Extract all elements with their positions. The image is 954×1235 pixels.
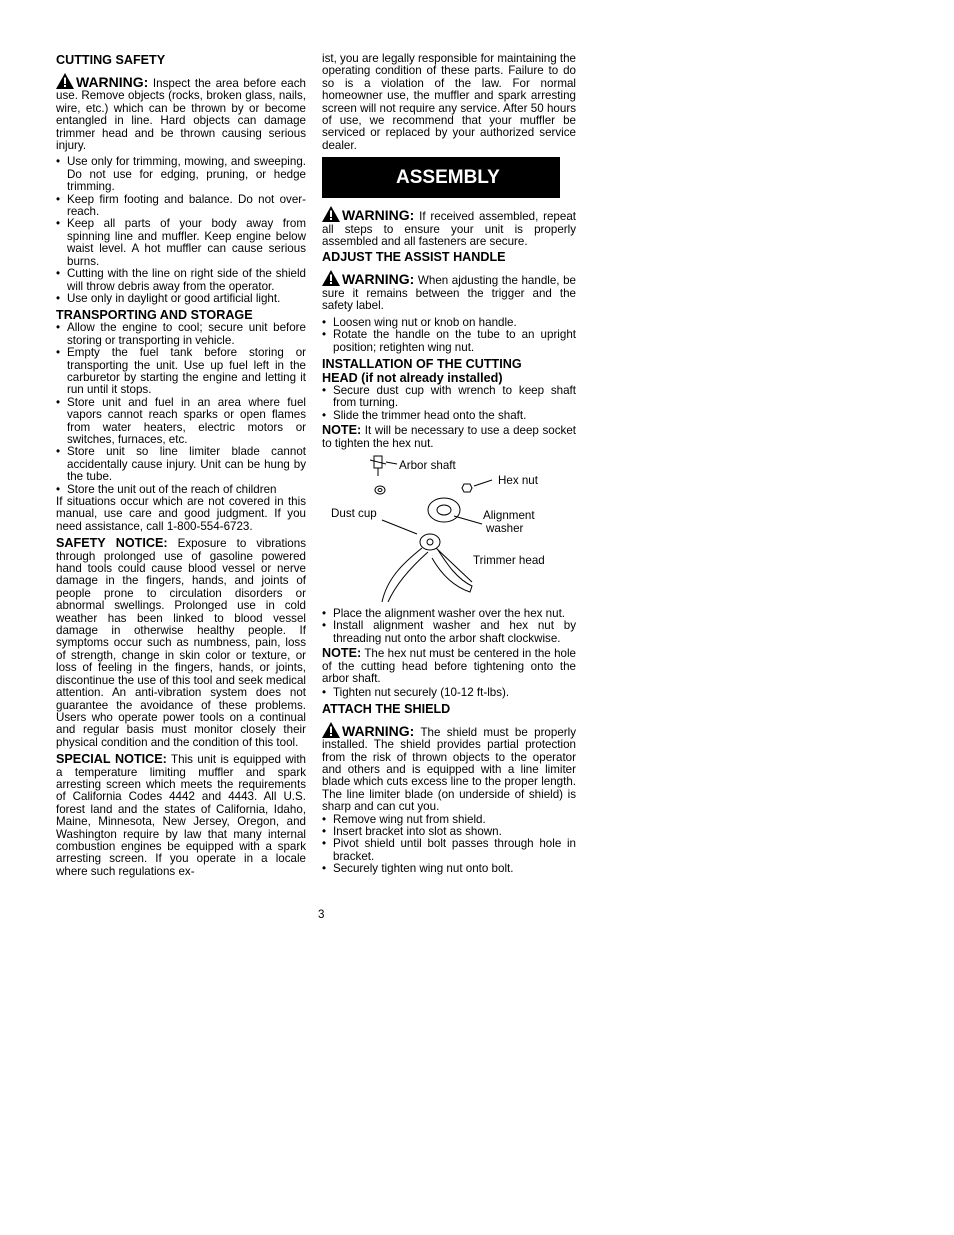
warning-label: WARNING: [342, 271, 415, 288]
list-item: • Pivot shield until bolt passes through hole in bracket. [322, 838, 576, 863]
cutting-safety-heading: CUTTING SAFETY [56, 53, 166, 67]
trimmer-head-label: Trimmer head [473, 553, 545, 567]
safety-notice-label: SAFETY NOTICE: [56, 536, 168, 551]
assembly-banner: ASSEMBLY [322, 157, 560, 198]
assist-handle-heading: ADJUST THE ASSIST HANDLE [322, 250, 506, 265]
list-item: • Use only for trimming, mowing, and sweeping. Do not use for edging, pruning, or hedge trimming. [56, 156, 306, 193]
special-notice-text: This unit is equipped with a temperature limiting muffler and spark arresting screen which meets the requirements of California Codes 4442 and 4443. All U.S. forest land and the states of California, Idaho, Maine, Minnesota, New Jersey, Oregon, and Washington require by law that many internal combustion engines be equipped with a spark arresting screen. If you operate in a locale where such regulations ex- [56, 753, 307, 878]
hex-nut-note [322, 647, 576, 685]
list-item: • Cutting with the line on right side of the shield will throw debris away from the operator. [56, 268, 306, 293]
special-notice [56, 753, 306, 878]
list-item: • Store the unit out of the reach of children [56, 484, 306, 496]
dust-cup-label: Dust cup [331, 506, 377, 520]
warning-label: WARNING: [76, 74, 149, 90]
warning-triangle-icon [322, 722, 340, 738]
list-item: • Allow the engine to cool; secure unit before storing or transporting in vehicle. [56, 322, 306, 347]
warning-text: The shield must be properly installed. The shield provides partial protection from the risk of thrown objects to the operator and others and is equipped with a line limiter blade which cuts excess line to the proper length. The line limiter blade (on underside of shield) is sharp and can cut you. [322, 725, 577, 814]
tighten-list [322, 687, 576, 699]
safety-notice [56, 537, 306, 749]
warning-text: When ajdusting the handle, be sure it remains between the trigger and the safety label. [322, 274, 576, 313]
right-column [322, 53, 576, 876]
note-label: NOTE: [322, 646, 362, 661]
cutting-safety-warning [56, 73, 306, 152]
list-item: • Rotate the handle on the tube to an upright position; retighten wing nut. [322, 329, 576, 354]
list-item: • Slide the trimmer head onto the shaft. [322, 410, 576, 422]
assist-handle-list [322, 317, 576, 354]
alignment-washer-label: washer [486, 521, 524, 535]
list-item: • Insert bracket into slot as shown. [322, 826, 576, 838]
note-text: The hex nut must be centered in the hole of the cutting head before tightening onto the arbor shaft. [322, 647, 576, 685]
shield-list [322, 814, 576, 876]
cutting-head-heading [322, 357, 576, 385]
list-item: • Place the alignment washer over the hex nut. [322, 608, 576, 620]
warning-text: Inspect the area before each use. Remove objects (rocks, broken glass, nails, wire, etc.) which can be thrown by or become entangled in line. Hard objects can damage trimmer head and be thrown causing serious injury. [56, 77, 306, 153]
list-item: • Remove wing nut from shield. [322, 814, 576, 826]
list-item: • Keep all parts of your body away from spinning line and muffler. Keep engine below waist level. A hot muffler can cause serious burns. [56, 218, 306, 268]
warning-label: WARNING: [342, 207, 415, 224]
cutting-head-list [322, 385, 576, 422]
cutting-safety-list [56, 156, 306, 305]
transporting-list [56, 322, 306, 496]
arbor-shaft-label: Arbor shaft [399, 458, 456, 472]
list-item: • Tighten nut securely (10-12 ft-lbs). [322, 687, 576, 699]
special-notice-label: SPECIAL NOTICE: [56, 752, 167, 767]
safety-notice-text: Exposure to vibrations through prolonged use of gasoline powered hand tools could cause blood vessel or nerve damage in the fingers, hands, and joints of people prone to circulation disorders or abnormal swellings. Prolonged use in cold weather has been linked to blood vessel damage in otherwise healthy people. If symptoms occur such as numbness, pain, loss of strength, change in skin color or texture, or loss of feeling in the fingers, hands, or joints, discontinue the use of this tool and seek medical attention. An anti-vibration system does not guarantee the avoidance of these problems. Users who operate power tools on a continual and regular basis must monitor closely their physical condition and the condition of this tool. [56, 537, 306, 749]
warning-triangle-icon [322, 270, 340, 286]
assembly-warning [322, 206, 576, 248]
list-item: • Store unit and fuel in an area where fuel vapors cannot reach sparks or open flames from water heaters, electric motors or switches, furnaces, etc. [56, 397, 306, 447]
list-item: • Loosen wing nut or knob on handle. [322, 317, 576, 329]
alignment-washer-label: Alignment [483, 508, 535, 522]
heading-line: HEAD (if not already installed) [322, 370, 503, 385]
shield-heading: ATTACH THE SHIELD [322, 701, 451, 716]
shield-warning [322, 722, 576, 814]
list-item: • Securely tighten wing nut onto bolt. [322, 863, 576, 875]
warning-label: WARNING: [342, 722, 415, 739]
list-item: • Store unit so line limiter blade cannot accidentally cause injury. Unit can be hung by the tube. [56, 446, 306, 483]
note-text: It will be necessary to use a deep socket to tighten the hex nut. [322, 424, 576, 450]
hex-nut-label: Hex nut [498, 473, 538, 487]
assist-handle-warning [322, 270, 576, 312]
page-number: 3 [318, 908, 325, 921]
note-label: NOTE: [322, 423, 362, 438]
cutting-head-diagram [322, 454, 576, 602]
transporting-closing: If situations occur which are not covered in this manual, use care and good judgment. If you need assistance, call 1-800-554-6723. [56, 495, 306, 533]
warning-triangle-icon [56, 73, 74, 89]
list-item: • Keep firm footing and balance. Do not over-reach. [56, 194, 306, 219]
warning-triangle-icon [322, 206, 340, 222]
cutting-head-note [322, 424, 576, 450]
left-column [56, 53, 306, 878]
continuation-text: ist, you are legally responsible for maintaining the operating condition of these parts. Failure to do so is a violation of the law. For normal homeowner use, the muffler and spark arresting screen will not require any service. After 50 hours of use, we recommend that your muffler be serviced or replaced by your authorized service dealer. [322, 52, 576, 152]
list-item: • Install alignment washer and hex nut by threading nut onto the arbor shaft clockwise. [322, 620, 576, 645]
list-item: • Use only in daylight or good artificial light. [56, 293, 306, 305]
transporting-heading: TRANSPORTING AND STORAGE [56, 308, 253, 323]
warning-text: If received assembled, repeat all steps to ensure your unit is properly assembled and all fasteners are secure. [322, 210, 576, 249]
heading-line: INSTALLATION OF THE CUTTING [322, 356, 522, 371]
washer-list [322, 608, 576, 645]
list-item: • Empty the fuel tank before storing or transporting the unit. Use up fuel left in the carburetor by starting the engine and letting it run until it stops. [56, 347, 306, 397]
list-item: • Secure dust cup with wrench to keep shaft from turning. [322, 385, 576, 410]
